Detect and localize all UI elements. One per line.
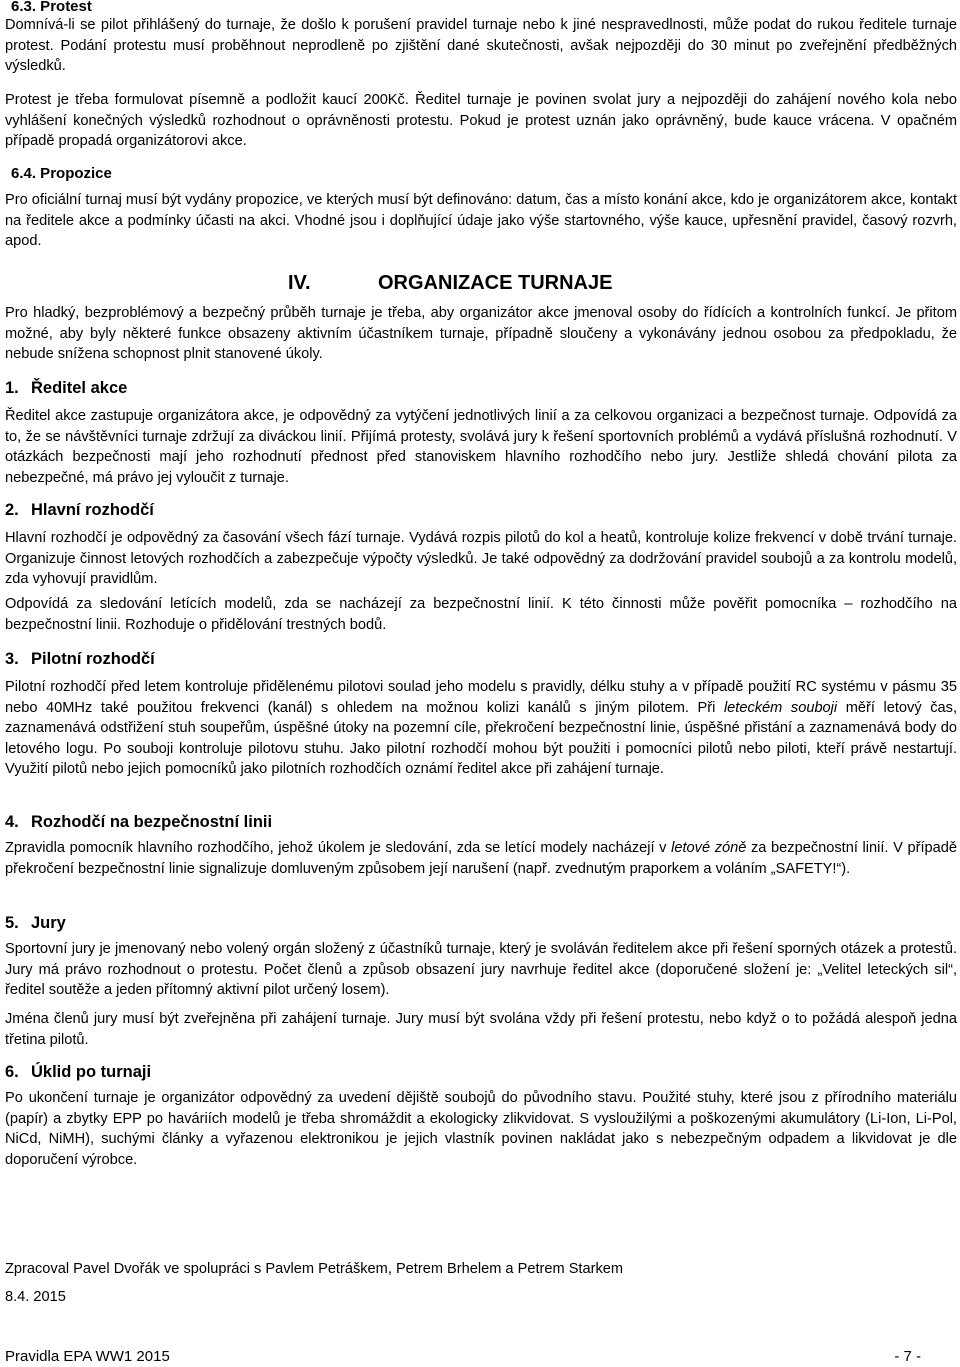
date-line: 8.4. 2015 [5, 1289, 66, 1305]
subsection-title: Jury [31, 914, 66, 932]
chapter-title-text: ORGANIZACE TURNAJE [378, 272, 613, 294]
protest-paragraph-2: Protest je třeba formulovat písemně a podložit kaucí 200Kč. Ředitel turnaje je povinen svolat jury a nejpozději do zahájení nového kola nebo vyhlášení konečných výsledků rozhodnout o oprávněnosti protestu. Pokud je protest uznán jako oprávněný, bude kauce vrácena. V opačném případě propadá organizátorovi akce. [5, 92, 957, 150]
footer-document-title: Pravidla EPA WW1 2015 [5, 1348, 170, 1365]
bezpecnostni-linie-paragraph [5, 838, 957, 879]
italic-term: leteckém souboji [723, 699, 838, 716]
subsection-number: 1. [5, 379, 19, 397]
jury-paragraph-1: Sportovní jury je jmenovaný nebo volený orgán složený z účastníků turnaje, který je svoláván ředitelem akce při řešení sporných otázek a protestů. Jury má právo rozhodnout o protestu. Počet členů a způsob obsazení jury navrhuje ředitel akce (doporučené složení je: „Velitel leteckých sil“, ředitel soutěže a jeden přítomný aktivní pilot určený losem). [5, 941, 957, 999]
text-run: měří letový čas, zaznamenává odstřižení stuh soupeřům, úspěšné útoky na pozemní cíle, překročení bezpečnostní linie, úspěšné přistání a zaznamenává body do letového logu. Po souboji kontroluje pilotovu stuhu. Jako pilotní rozhodčí mohou být použiti i pomocníci pilotů nebo piloti, kteří právě nestartují. Využití pilotů nebo jejich pomocníků jako pilotních rozhodčích oznámí ředitel akce při zahájení turnaje. [5, 699, 957, 778]
section-heading-6-3: 6.3. Protest [11, 0, 92, 15]
subsection-number: 5. [5, 914, 19, 932]
protest-paragraph-1: Domnívá-li se pilot přihlášený do turnaje, že došlo k porušení pravidel turnaje nebo k jiné nespravedlnosti, může podat do rukou ředitele turnaje protest. Podání protestu musí proběhnout neprodleně po zjištění dané skutečnosti, avšak nejpozději do 30 minut po zveřejnění předběžných výsledků. [5, 17, 957, 75]
text-run: Pilotní rozhodčí před letem kontroluje přidělenému pilotovi soulad jeho modelu s pravidly, délku stuhy a v případě použití RC systému v pásmu 35 nebo 40MHz také použitou frekvenci (kanál) s ohledem na možnou kolizi kanálů s jiným pilotem. Při [5, 679, 957, 716]
subsection-number: 3. [5, 650, 19, 668]
subsection-number: 4. [5, 813, 19, 831]
subsection-title: Rozhodčí na bezpečnostní linii [31, 813, 273, 831]
subsection-number: 6. [5, 1063, 19, 1081]
subsection-title: Pilotní rozhodčí [31, 650, 155, 668]
subsection-title: Úklid po turnaji [31, 1063, 152, 1081]
subsection-heading-4 [5, 812, 272, 832]
page-number: - 7 - [894, 1348, 921, 1365]
pilotni-rozhodci-paragraph [5, 677, 957, 780]
reditel-paragraph: Ředitel akce zastupuje organizátora akce, je odpovědný za vytýčení jednotlivých linií a za celkovou organizaci a bezpečnost turnaje. Odpovídá za to, že se návštěvníci turnaje zdržují za diváckou linií. Přijímá protesty, svolává jury k řešení sportovních problémů a vydává příslušná rozhodnutí. V otázkách bezpečnosti mají jeho rozhodnutí přednost před stanoviskem hlavního rozhodčího nebo jury. Jestliže shledá chování pilota za nebezpečné, má právo jej vyloučit z turnaje. [5, 408, 957, 486]
hlavni-rozhodci-paragraph-1: Hlavní rozhodčí je odpovědný za časování všech fází turnaje. Vydává rozpis pilotů do kol a heatů, kontroluje kolize frekvencí v době trvání turnaje. Organizuje činnost letových rozhodčích a zabezpečuje výpočty výsledků. Je také odpovědný za dodržování pravidel soubojů a za kontrolu modelů, zda vyhovují pravidlům. [5, 530, 957, 588]
subsection-heading-3 [5, 649, 155, 669]
subsection-heading-2 [5, 500, 154, 520]
uklid-paragraph: Po ukončení turnaje je organizátor odpovědný za uvedení dějiště soubojů do původního stavu. Použité stuhy, které jsou z přírodního materiálu (papír) a zbytky EPP po haváriích modelů je třeba shromáždit a ekologicky zlikvidovat. S vysloužilými a poškozenými akumulátory (Li-Ion, Li-Pol, NiCd, NiMH), suchými články a vyřazenou elektronikou je jejich vlastník povinen nakládat jako s nebezpečným odpadem a likvidovat je dle doporučení výrobce. [5, 1090, 957, 1168]
section-heading-6-4: 6.4. Propozice [11, 165, 112, 182]
italic-term: letové zóně [671, 840, 747, 856]
subsection-heading-1 [5, 378, 127, 398]
subsection-title: Hlavní rozhodčí [31, 501, 154, 519]
subsection-heading-5 [5, 913, 66, 933]
subsection-heading-6 [5, 1062, 151, 1082]
chapter-roman-numeral: IV. [288, 272, 311, 294]
jury-paragraph-2: Jména členů jury musí být zveřejněna při zahájení turnaje. Jury musí být svolána vždy při řešení protestu, nebo když o to požádá alespoň jedna třetina pilotů. [5, 1011, 957, 1048]
propozice-paragraph: Pro oficiální turnaj musí být vydány propozice, ve kterých musí být definováno: datum, čas a místo konání akce, kdo je organizátorem akce, kontakt na ředitele akce a podmínky účasti na akci. Vhodné jsou i doplňující údaje jako výše startovného, výše kauce, upřesnění pravidel, časový rozvrh, apod. [5, 192, 957, 250]
text-run: za bezpečnostní linií. V případě překročení bezpečnostní linie signalizuje domluveným způsobem její narušení (např. zvednutým praporkem a voláním „SAFETY!“). [5, 840, 957, 877]
text-run: Zpravidla pomocník hlavního rozhodčího, jehož úkolem je sledování, zda se letící modely nacházejí v [5, 840, 672, 856]
hlavni-rozhodci-paragraph-2: Odpovídá za sledování letících modelů, zda se nacházejí za bezpečnostní linií. K této činnosti může pověřit pomocníka – rozhodčího na bezpečnostní linii. Rozhoduje o přidělování trestných bodů. [5, 596, 957, 633]
subsection-number: 2. [5, 501, 19, 519]
subsection-title: Ředitel akce [31, 379, 128, 397]
chapter-intro-paragraph: Pro hladký, bezproblémový a bezpečný průběh turnaje je třeba, aby organizátor akce jmenoval osoby do řídících a kontrolních funkcí. Je přitom možné, aby byly některé funkce obsazeny aktivním účastníkem turnaje, případně sloučeny a vykonávány jednou osobou za předpokladu, že nebude snížena schopnost plnit stanovené úkoly. [5, 305, 957, 363]
credits-line: Zpracoval Pavel Dvořák ve spolupráci s Pavlem Petráškem, Petrem Brhelem a Petrem Starkem [5, 1261, 624, 1277]
